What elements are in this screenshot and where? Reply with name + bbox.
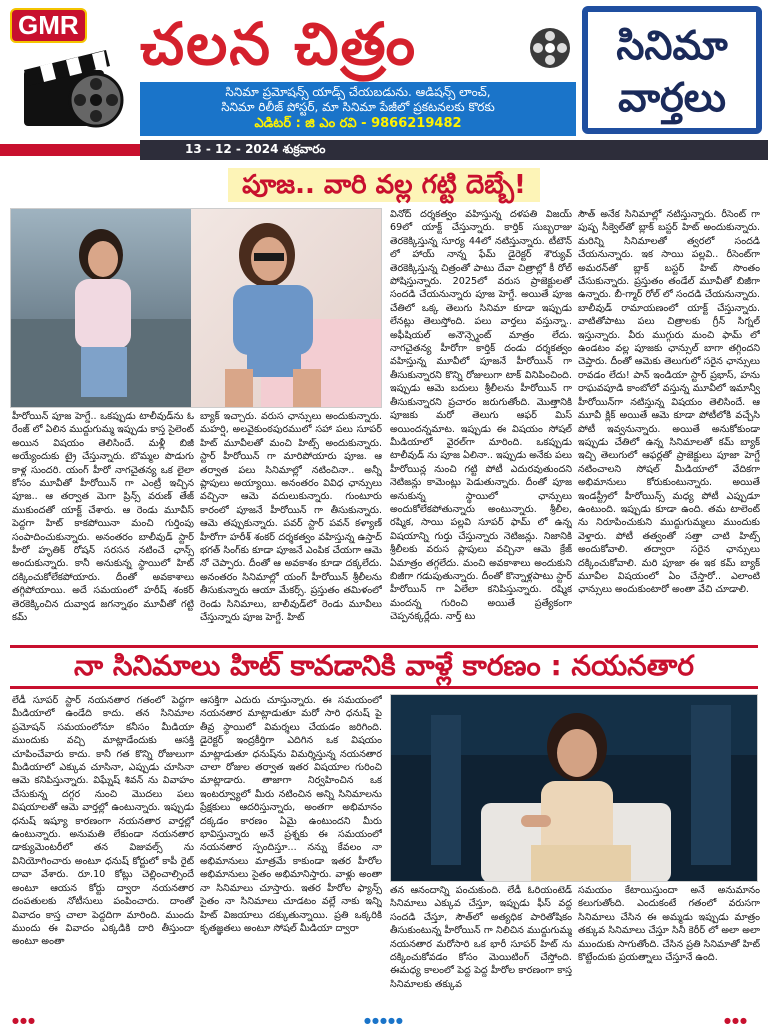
footer-dots-left: ●●● bbox=[12, 1016, 36, 1024]
masthead bbox=[0, 0, 768, 140]
section-label-line2: వార్తలు bbox=[618, 75, 726, 121]
advert-line-1: సినిమా ప్రమోషన్స్ యాడ్స్ చేయబడును. ఆడిషన్స్ లాంచ్, bbox=[225, 85, 491, 99]
nayanthara-photo-illustration bbox=[391, 695, 758, 882]
section-label-line1: సినిమా bbox=[616, 23, 728, 69]
section-label-box bbox=[582, 6, 762, 134]
article1-column-2: బ్యాక్ ఇచ్చారు. వరుస ఛాన్సులు అందుకున్నారు. మహర్షి, అలవైకుంఠపురములో సహా పలు సూపర్ హిట్ మూవీలతో మంచి హిట్స్ అందుకున్నారు. స్టార్ హీరోయిన్ గా మారిపోయారు పూజ. ఆ తర్వాత పలు సినిమాల్లో నటించినా.. అన్నీ ప్లాపులు అయ్యాయి. అనంతరం వివిధ ఛాన్సులు వచ్చినా ఆమె వదులుకున్నారు. గుంటూరు కారంలో పూజనే హీరోయిన్ గా తీసుకున్నారు. ఆమె తప్పుకున్నారు. పవర్ స్టార్ పవన్ కళ్యాణ్ హీరోగా హరీశ్ శంకర్ దర్శకత్వం వహిస్తున్న ఉస్తాద్ భగత్ సింగ్‌కు కూడా పూజనే ఎంపిక చేయగా ఆమె నో చెప్పారు. దీంతో ఆ అవకాశం కూడా దక్కలేదు. అనంతరం సినిమాల్లో యంగ్ హీరోయిన్ శ్రీలీలను తీసుకున్నారు ఆయా మేకర్స్. ప్రస్తుతం తమిళంలో రెండు సినిమాలు, బాలీవుడ్‌లో రెండు మూవీలు చేస్తున్నారు పూజ హెగ్డే. హిట్ bbox=[200, 411, 382, 624]
advert-band bbox=[140, 82, 576, 136]
film-clapper-icon bbox=[22, 40, 126, 130]
article1-photo bbox=[10, 208, 382, 408]
editor-contact: ఎడిటర్ : జి ఎం రవి - 9866219482 bbox=[254, 116, 462, 131]
article2-headline: నా సినిమాలు హిట్ కావడానికి వాళ్లే కారణం : నయనతార bbox=[74, 649, 694, 682]
gmr-badge: GMR bbox=[10, 8, 87, 43]
newspaper-title: చలన చిత్రం bbox=[140, 10, 418, 78]
article2-column-4: సమయం కేటాయిస్తుందా అనే అనుమానం కలుగుతోంది. ఎందుకంటే గతంలో వరుసగా సినిమాలు చేసిన ఈ అమ్మడు ఇప్పుడు మాత్రం తక్కువ సినిమాలు చేస్తూ సినీ కెరీర్ లో అలా అలా ముందుకు సాగుతోంది. చేసిన ప్రతి సినిమాతో హిట్ కొట్టేందుకు ప్రయత్నాలు చేస్తూనే ఉంది. bbox=[578, 885, 760, 964]
article2-column-1: లేడీ సూపర్ స్టార్ నయనతార గతంలో పెద్దగా మీడియాలో ఉండేది కాదు. తన సినిమాల ప్రమోషన్ సమయంలోనూ కనీసం మీడియా ముందుకు వచ్చి మాట్లాడేందుకు ఆసక్తి చూపించేవారు కాదు. కానీ గత కొన్ని రోజులుగా మీడియాలో ఎక్కువ చూసినా, ఎప్పుడు చూసినా ఆమె కనిపిస్తున్నారు. విఘ్నేష్ శివన్ ను వివాహం చేసుకున్న దగ్గర నుంచి మొదలు పలు విషయాలతో ఆమె వార్తల్లో ఉంటున్నారు. ఇప్పుడు ధనుష్ ఇష్యూ కారణంగా నయనతార వార్తల్లో ఉంటున్నారు. అనుమతి లేకుండా నయనతార డాక్యుమెంటరీలో తన విజువల్స్ ను వినియోగించారు అంటూ ధనుష్ కోర్టులో కాపీ రైట్ దావా వేశారు. రూ.10 కోట్లు చెల్లించాల్సిందే అంటూ ఆయన కోర్టు ద్వారా నయనతార దంపతులకు నోటీసులు పంపించారు. దాంతో వివాదం కాస్త చాలా పెద్దదిగా మారింది. ముందు ముందు ఈ వివాదం ఎక్కడికి దారి తీస్తుందా అంటూ అంతా bbox=[12, 695, 194, 948]
article1-column-3: వినోద్ దర్శకత్వం వహిస్తున్న దళపతి విజయ్ 69లో యాక్ట్ చేస్తున్నారు. కార్తిక్ సుబ్బరాజు తెరకెక్కిస్తున్న సూర్య 44లో నటిస్తున్నారు. టీటౌన్ లో హాయ్ నాన్న ఫేమ్ డైరెక్టర్ శౌర్యువ్ తెరకెక్కిస్తున్న చిత్రంతో పాటు దేవా చిత్రాల్లో కీ రోల్ పోషిస్తున్నారు. 2025లో వరుస ప్రాజెక్టులతో సందడి చేయనున్నారు పూజ హెగ్డే. అయితే పూజ చేతిలో ఒక్క తెలుగు సినిమా కూడా ఇప్పుడు లేనట్లు తెలుస్తోంది. పలు వార్తలు వస్తున్నా.. అఫీషియల్ అనౌన్స్మెంట్ మాత్రం లేదు. నాగచైతన్య హీరోగా కార్తిక్ దండు దర్శకత్వం వహిస్తున్న మూవీలో పూజనే హీరోయిన్ గా తీసుకున్నారని కొన్ని రోజులుగా టాక్ వినిపించింది. ఇప్పుడు ఆమె బదులు శ్రీలీలను హీరోయిన్ గా తీసుకున్నారని ప్రచారం జరుగుతోంది. మొత్తానికి పూజకు మరో తెలుగు ఆఫర్ మిస్ అయిందన్నమాట. ఇప్పుడు ఈ విషయం సోషల్ మీడియాలో వైరల్‌గా మారింది. ఒకప్పుడు టాలీవుడ్ ను పూజ ఏలినా.. ఇప్పుడు అనేకు పలు హీరోయిన్ల నుంచి గట్టి పోటీ ఎదురవుతుందని నెటిజన్లు కామెంట్లు పెడుతున్నారు. దీంతో పూజ అనుకున్న స్థాయిలో ఛాన్సులు అందుకోలేకపోతున్నారు అంటున్నారు. శ్రీలీల, రష్మిక, సాయి పల్లవి సూపర్ ఫామ్ లో ఉన్న విషయాన్ని గుర్తు చేస్తున్నారు నెటిజన్లు. నిజానికి శ్రీలీలకు వరుస ప్లాపులు వచ్చినా ఆమె క్రేజ్ ఏమాత్రం తగ్గలేదు. మంచి అవకాశాలు అందుకుని బిజీగా గడుపుతున్నారు. దీంతో కొన్నాళ్లపాటు స్టార్ హీరోయిన్ గా ఏలేలా కనిపిస్తున్నారు. రష్మిక మందన్న గురించి అయితే ప్రత్యేకంగా చెప్పనక్కర్లేదు. నార్త్ టు bbox=[390, 209, 572, 623]
pooja-photo-illustration bbox=[11, 209, 382, 408]
article1-headline-text: పూజ.. వారి వల్ల గట్టి దెబ్బే! bbox=[228, 168, 540, 202]
footer-dots-center: ●●●●● bbox=[364, 1016, 404, 1024]
date-bar-accent bbox=[0, 144, 140, 156]
article2-column-2: ఆసక్తిగా ఎదురు చూస్తున్నారు. ఈ సమయంలో నయనతార మాట్లాడుతూ మరో సారి ధనుష్ పై తీవ్ర స్థాయిలో విమర్శలు చేయడం జరిగింది. డైరెక్టర్ ఇంద్రకీర్తిగా ఎదిగిన ఒక విషయం మాట్లాడుతూ ధనుష్‌ను విమర్శిస్తున్న నయనతార చాలా రోజుల తర్వాత ఇతర విషయాల గురించి మాట్లాడారు. తాజాగా నిర్వహించిన ఒక ఇంటర్వ్యూలో మీరు నటించిన అన్ని సినిమాలను ప్రేక్షకులు ఆదరిస్తున్నారు, అంతగా అభిమానం దక్కడం కారణం ఏమై ఉంటుందని మీరు భావిస్తున్నారు అనే ప్రశ్నకు ఈ సమయంలో నయనతార స్పందిస్తూ... నన్ను కేవలం నా అభిమానులు మాత్రమే కాకుండా ఇతర హీరోల అభిమానులు సైతం అభిమానిస్తారు. వాళ్లు అంతా నా సినిమాలు చూస్తారు. ఇతర హీరోల ఫ్యాన్స్ సైతం నా సినిమాలు చూడటం వల్లే నాకు ఇన్ని హిట్ విజయాలు దక్కుతున్నాయి. ప్రతి ఒక్కరికి కృతజ్ఞతలు అంటూ సోషల్ మీడియా ద్వారా bbox=[200, 695, 382, 934]
film-reel-icon bbox=[528, 26, 572, 70]
article1-column-1: హీరోయిన్ పూజ హెగ్డే.. ఒకప్పుడు టాలీవుడ్‌ను ఓ రేంజ్ లో ఏలిన ముద్దుగుమ్మ ఇప్పుడు కాస్త సైలెంట్ అయిన విషయం తెలిసిందే. మళ్లీ బిజీ అయ్యేందుకు ట్రై చేస్తున్నారు. బొమ్మల పొడుగు కాళ్ల సుందరి. యంగ్ హీరో నాగచైతన్య ఒక లైలా కోసం మూవీతో హీరోయిన్ గా ఎంట్రీ ఇచ్చిన పూజ.. ఆ తర్వాత మెగా ప్రిన్స్ వరుణ్ తేజ్ ముకుందతో యాక్ట్ చేశారు. ఆ రెండు మూవీస్ పెద్దగా హిట్ కాకపోయినా మంచి గుర్తింపు సంపాదించుకున్నారు. అనంతరం బాలీవుడ్ స్టార్ హీరో హృతిక్ రోషన్ సరసన నటించే ఛాన్స్ అందుకున్నారు. కానీ అనుకున్న స్థాయిలో హిట్ దక్కించుకోలేకపోయారు. దీంతో అవకాశాలు తగ్గిపోయాయి. అదే సమయంలో హరీష్ శంకర్ తెరకెక్కించిన దువ్వాడ జగన్నాథం మూవీతో గట్టి కమ్ bbox=[12, 411, 194, 624]
article1-headline bbox=[0, 170, 768, 206]
footer-dots-right: ●●● bbox=[724, 1016, 748, 1024]
article2-column-3: తన ఆనందాన్ని పంచుకుంది. లేడీ ఓరియంటెడ్ సినిమాలు ఎక్కువ చేస్తూ, ఇప్పుడు ఫీస్ వద్ద సందడి చేస్తూ, సౌత్‌లో అత్యధిక పారితోషికం తీసుకుంటున్న హీరోయిన్ గా నిలిచిన ముద్దుగుమ్మ నయనతార మరోసారి ఒక భారీ సూపర్ హిట్ ను దక్కించుకోవడం కోసం మెయిటింగ్ చేస్తోంది. ఈమధ్య కాలంలో పెద్ద పెద్ద హీరోల కారణంగా కాస్త సినిమాలకు తక్కువ bbox=[390, 885, 572, 990]
gmr-logo bbox=[8, 6, 130, 134]
article2-rule-bottom bbox=[10, 686, 758, 689]
article2-photo bbox=[390, 694, 758, 882]
article1-column-4: సౌత్ అనేక సినిమాల్లో నటిస్తున్నారు. రీసెంట్ గా పుష్ప సీక్వెల్‌తో బ్లాక్ బస్టర్ హిట్ అందుకున్నారు. మరిన్ని సినిమాలతో త్వరలో సందడి చేయనున్నారు. ఇక సాయి పల్లవి.. రీసెంట్‌గా అమరన్‌తో బ్లాక్ బస్టర్ హిట్ సొంతం చేసుకున్నారు. ప్రస్తుతం తండేల్ మూవీతో బిజీగా ఉన్నారు. బీ-గ్మార్ రోల్ లో సందడి చేయనున్నారు. బాలీవుడ్ రామాయణంలో యాక్ట్ చేస్తున్నారు. వాటితోపాటు పలు చిత్రాలకు గ్రీన్ సిగ్నల్ ఇస్తున్నారు. వీరు ముగ్గురు మంచి ఫామ్ లో ఉండటం వల్ల పూజకు ఛాన్సుల్ బాగా తగ్గిందని చెప్తారు. దీంతో ఆమెకు తెలుగులో సరైన ఛాన్సులు రావడం లేదు! పాన్ ఇండియా స్టార్ ప్రభాస్, హను రాఘవపూడి కాంబోలో వస్తున్న మూవీలో ఇమాన్వీ హీరోయిన్‌గా నటిస్తున్న విషయం తెలిసిందే. ఆ మూవీ క్లిక్ అయితే ఆమె కూడా పోటీలోకి వచ్చేసి పోటీ ఇవ్వనున్నారు. అయితే అనుకోకుండా ఇప్పుడు చేతిలో ఉన్న సినిమాలతో కమ్ బ్యాక్ ఇచ్చి తెలుగులో ఆఫర్లతో ప్రాజెక్టులు పూజా హెగ్డే నటించాలని సోషల్ మీడియాలో వేదికగా అభిమానులు కోరుకుంటున్నారు. అయితే ఇండస్ట్రీలో హీరోయిన్స్ మధ్య పోటీ ఎప్పుడూ ఉంటుంది. ఇప్పుడు కూడా ఉంది. తమ టాలెంట్ ను నిరూపించుకుని ముద్దుగుమ్మలు ముందుకు వెళ్తారు. పోటీ తత్వంతో సత్తా చాటి హిట్స్ అందుకోవాలి. తద్వారా సరైన ఛాన్సులు దక్కించుకోవాలి. మరి పూజా ఈ ఇక కమ్ బ్యాక్ మూవీల విషయంలో ఏం చేస్తారో.. ఎలాంటి ఛాన్సులు అందుకుంటారో అంతా వేచి చూడాలి. bbox=[578, 209, 760, 596]
advert-line-2: సినిమా రిలీజ్ పోస్టర్, మా సినిమా పేజీలో ప్రకటనలకు కొరకు bbox=[221, 100, 495, 114]
issue-date: 13 - 12 - 2024 శుక్రవారం bbox=[185, 142, 326, 156]
date-bar bbox=[0, 140, 768, 160]
